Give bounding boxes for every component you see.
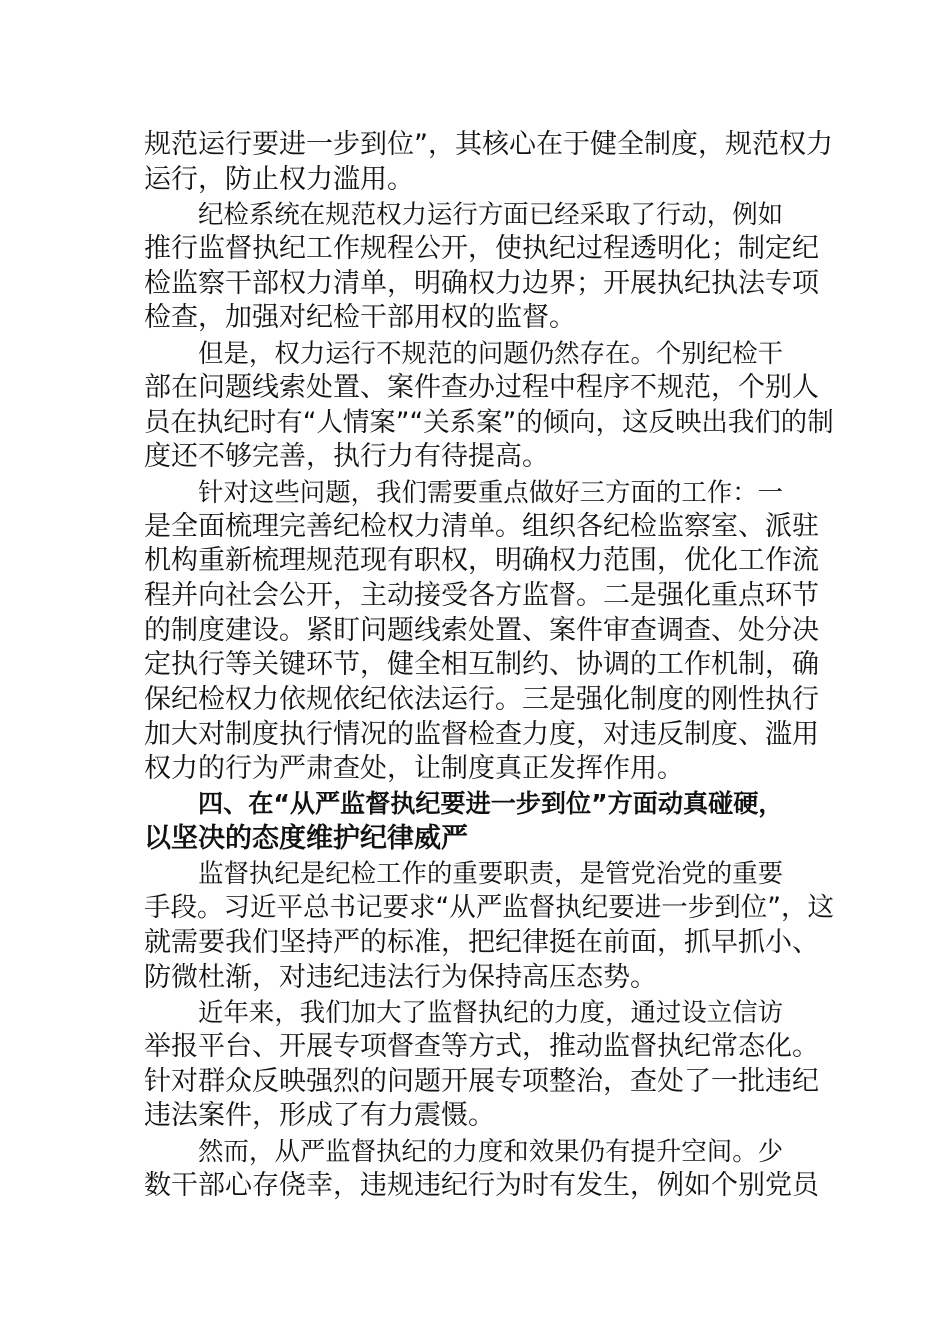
text-line: 手段。习近平总书记要求“从严监督执纪要进一步到位”，这 <box>144 892 834 924</box>
text-line: 然而，从严监督执纪的力度和效果仍有提升空间。少 <box>198 1135 784 1166</box>
text-line: 员在执纪时有“人情案”“关系案”的倾向，这反映出我们的制 <box>144 406 834 438</box>
text-line: 就需要我们坚持严的标准，把纪律挺在前面，抓早抓小、 <box>144 926 819 958</box>
text-line: 是全面梳理完善纪检权力清单。组织各纪检监察室、派驻 <box>144 510 819 542</box>
text-line: 程并向社会公开，主动接受各方监督。二是强化重点环节 <box>144 579 819 611</box>
text-line: 权力的行为严肃查处，让制度真正发挥作用。 <box>144 753 684 785</box>
text-line: 但是，权力运行不规范的问题仍然存在。个别纪检干 <box>198 338 784 369</box>
text-line: 推行监督执纪工作规程公开，使执纪过程透明化；制定纪 <box>144 233 819 265</box>
text-line: 的制度建设。紧盯问题线索处置、案件审查调查、处分决 <box>144 614 819 646</box>
text-line: 加大对制度执行情况的监督检查力度，对违反制度、滥用 <box>144 718 819 750</box>
text-line: 保纪检权力依规依纪依法运行。三是强化制度的刚性执行 <box>144 684 819 715</box>
text-line: 部在问题线索处置、案件查办过程中程序不规范，个别人 <box>144 371 819 403</box>
text-line: 规范运行要进一步到位”，其核心在于健全制度，规范权力 <box>144 129 833 160</box>
text-line: 数干部心存侥幸，违规违纪行为时有发生，例如个别党员 <box>144 1169 819 1201</box>
text-line: 运行，防止权力滥用。 <box>144 163 414 195</box>
text-line: 违法案件，形成了有力震慑。 <box>144 1100 495 1132</box>
text-line: 举报平台、开展专项督查等方式，推动监督执纪常态化。 <box>144 1030 819 1062</box>
section-heading-line: 以坚决的态度维护纪律威严 <box>144 822 468 854</box>
text-line: 机构重新梳理规范现有职权，明确权力范围，优化工作流 <box>144 545 819 577</box>
section-heading-line: 四、在“从严监督执纪要进一步到位”方面动真碰硬， <box>198 789 784 819</box>
text-line: 定执行等关键环节，健全相互制约、协调的工作机制，确 <box>144 649 819 681</box>
text-line: 度还不够完善，执行力有待提高。 <box>144 441 549 473</box>
text-line: 针对群众反映强烈的问题开展专项整治，查处了一批违纪 <box>144 1065 819 1097</box>
text-line: 监督执纪是纪检工作的重要职责，是管党治党的重要 <box>198 858 784 889</box>
text-line: 纪检系统在规范权力运行方面已经采取了行动，例如 <box>198 199 784 230</box>
text-line: 防微杜渐，对违纪违法行为保持高压态势。 <box>144 961 657 993</box>
document-body <box>144 128 834 1203</box>
text-line: 检查，加强对纪检干部用权的监督。 <box>144 302 576 334</box>
text-line: 近年来，我们加大了监督执纪的力度，通过设立信访 <box>198 997 784 1028</box>
text-line: 检监察干部权力清单，明确权力边界；开展执纪执法专项 <box>144 267 819 299</box>
text-line: 针对这些问题，我们需要重点做好三方面的工作：一 <box>198 476 784 507</box>
